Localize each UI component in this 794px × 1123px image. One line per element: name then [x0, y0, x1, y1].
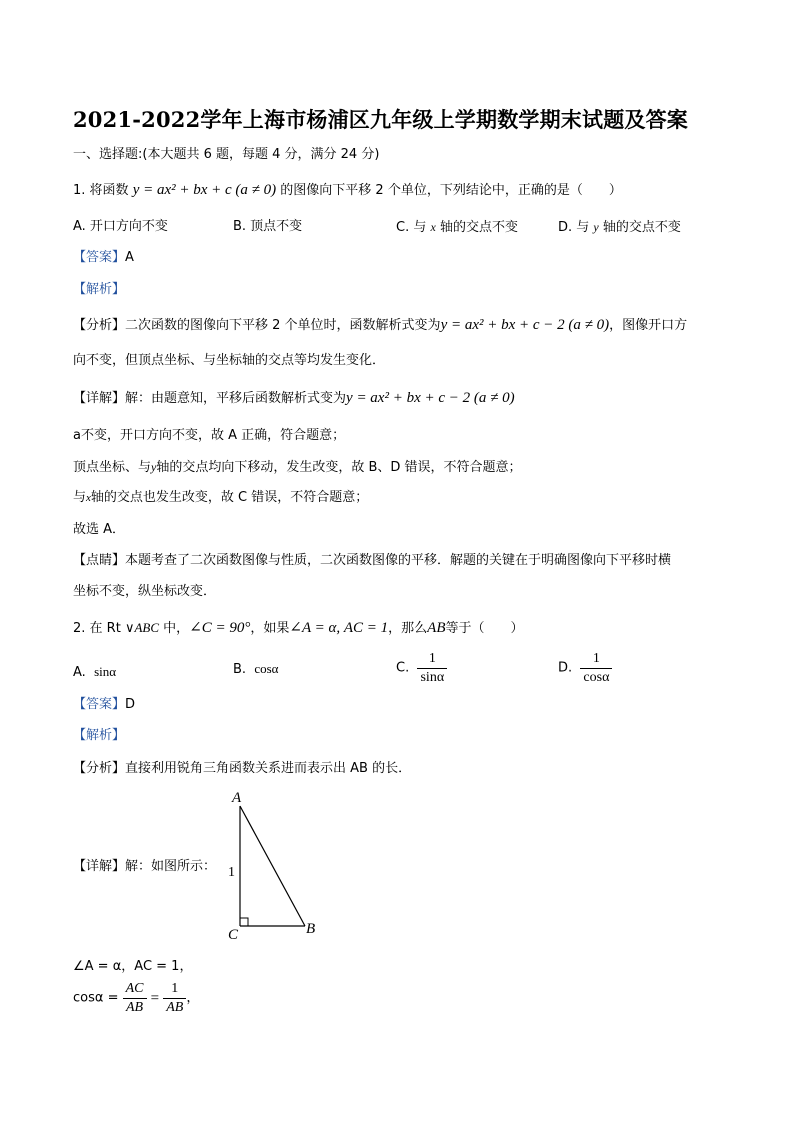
q1-answer: 【答案】A — [73, 250, 134, 265]
q1-analysis-line-1: 【分析】二次函数的图像向下平移 2 个单位时，函数解析式变为y = ax² + bx + c − 2 (a ≠ 0)，图像开口方 — [73, 317, 688, 333]
q2-detail-line: 【详解】解：如图所示： — [73, 859, 217, 874]
side-length-label: 1 — [228, 865, 235, 880]
q1-detail-line-1: 【详解】解：由题意知，平移后函数解析式变为y = ax² + bx + c − 2 (a ≠ 0) — [73, 390, 515, 406]
q1-option-c: C. 与 x 轴的交点不变 — [396, 220, 518, 235]
q1-option-b: B. 顶点不变 — [233, 219, 303, 234]
q1-function-formula: y = ax² + bx + c (a ≠ 0) — [132, 182, 277, 198]
q2-option-d: D. $\frac{1}{\cos\alpha}$ — [558, 650, 612, 687]
right-triangle-figure — [220, 786, 330, 946]
vertex-b-label: B — [306, 921, 316, 937]
page-title: 2021-2022学年上海市杨浦区九年级上学期数学期末试题及答案 — [73, 107, 689, 132]
q2-answer: 【答案】D — [73, 697, 136, 712]
q1-conclusion: 故选 A． — [73, 522, 126, 537]
question-2-stem: 2. 在 Rt ∨ABC 中，∠C = 90°，如果∠A = α, AC = 1，那么AB等于（ ） — [73, 620, 524, 636]
q2-option-a: A. sinα — [73, 664, 117, 680]
q1-comment-line-1: 【点睛】本题考查了二次函数图像与性质，二次函数图像的平移．解题的关键在于明确图像向下平移时横 — [73, 553, 672, 568]
q2-cos-equation: cosα = $\frac{AC}{AB}$ = $\frac{1}{AB}$ ， — [73, 981, 200, 1015]
q2-analysis-tag: 【解析】 — [73, 728, 126, 743]
vertex-c-label: C — [228, 927, 239, 943]
q2-given: ∠A = α，AC = 1， — [73, 959, 193, 974]
q2-analysis-line: 【分析】直接利用锐角三角函数关系进而表示出 AB 的长． — [73, 761, 412, 776]
q1-detail-formula: y = ax² + bx + c − 2 (a ≠ 0) — [346, 390, 515, 406]
vertex-a-label: A — [232, 790, 242, 806]
q1-option-a: A. 开口方向不变 — [73, 219, 168, 234]
q1-analysis-tag: 【解析】 — [73, 282, 126, 297]
q1-detail-line-2: a不变，开口方向不变，故 A 正确，符合题意； — [73, 428, 346, 443]
question-1-stem: 1. 将函数 y = ax² + bx + c (a ≠ 0) 的图像向下平移 2 个单位，下列结论中，正确的是（ ） — [73, 182, 622, 198]
q1-comment-line-2: 坐标不变，纵坐标改变． — [73, 584, 217, 599]
q2-option-b: B. cosα — [233, 661, 279, 677]
right-angle-mark — [240, 918, 248, 926]
q1-shifted-formula: y = ax² + bx + c − 2 (a ≠ 0) — [440, 317, 610, 333]
q1-option-d: D. 与 y 轴的交点不变 — [558, 220, 681, 235]
side-ab — [240, 806, 305, 926]
section-heading: 一、选择题:(本大题共 6 题，每题 4 分，满分 24 分) — [73, 147, 380, 162]
q1-detail-line-3: 顶点坐标、与y轴的交点均向下移动，发生改变，故 B、D 错误，不符合题意； — [73, 460, 522, 475]
q1-analysis-line-2: 向不变，但顶点坐标、与坐标轴的交点等均发生变化． — [73, 353, 386, 368]
q2-option-c: C. $\frac{1}{\sin\alpha}$ — [396, 650, 447, 687]
q1-detail-line-4: 与x轴的交点也发生改变，故 C 错误，不符合题意； — [73, 490, 369, 505]
